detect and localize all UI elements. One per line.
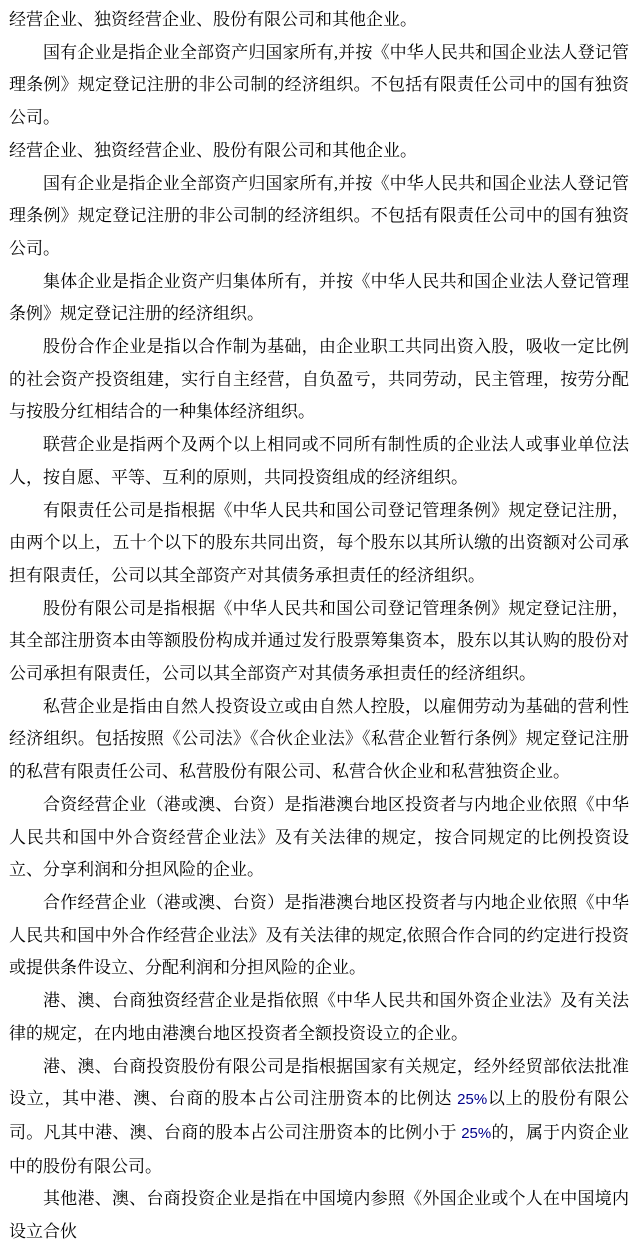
text-run: 的，属于内资企业中的股份有限公司。 <box>9 1122 630 1176</box>
text-run: 国有企业是指企业全部资产归国家所有,并按《中华人民共和国企业法人登记管理条例》规定登记注册的非公司制的经济组织。不包括有限责任公司中的国有独资公司。 <box>9 42 629 128</box>
text-run: 港、澳、台商投资股份有限公司是指根据国家有关规定，经外经贸部依法批准设立，其中港、澳、台商的股本占公司注册资本的比例达 <box>9 1056 629 1109</box>
paragraph-9 <box>9 593 629 691</box>
paragraph-14 <box>9 1051 629 1184</box>
text-run: 经营企业、独资经营企业、股份有限公司和其他企业。 <box>9 140 417 160</box>
paragraph-12 <box>9 887 629 985</box>
text-run: 股份合作企业是指以合作制为基础，由企业职工共同出资入股，吸收一定比例的社会资产投资组建，实行自主经营，自负盈亏，共同劳动，民主管理，按劳分配与按股分红相结合的一种集体经济组织。 <box>9 337 629 422</box>
paragraph-8 <box>9 495 629 593</box>
paragraph-1 <box>9 4 629 37</box>
paragraph-6 <box>9 331 629 429</box>
text-run: 股份有限公司是指根据《中华人民共和国公司登记管理条例》规定登记注册，其全部注册资本由等额股份构成并通过发行股票筹集资本，股东以其认购的股份对公司承担有限责任，公司以其全部资产对其债务承担责任的经济组织。 <box>9 598 629 684</box>
text-run: 合资经营企业（港或澳、台资）是指港澳台地区投资者与内地企业依照《中华人民共和国中外合资经营企业法》及有关法律的规定，按合同规定的比例投资设立、分享利润和分担风险的企业。 <box>9 794 629 880</box>
text-run: 私营企业是指由自然人投资设立或由自然人控股，以雇佣劳动为基础的营利性经济组织。包括按照《公司法》《合伙企业法》《私营企业暂行条例》规定登记注册的私营有限责任公司、私营股份有限公司、私营合伙企业和私营独资企业。 <box>9 696 629 782</box>
document-body <box>9 4 629 1249</box>
paragraph-3 <box>9 135 629 168</box>
text-run: 其他港、澳、台商投资企业是指在中国境内参照《外国企业或个人在中国境内设立合伙 <box>9 1189 629 1242</box>
paragraph-5 <box>9 266 629 331</box>
text-run: 国有企业是指企业全部资产归国家所有,并按《中华人民共和国企业法人登记管理条例》规定登记注册的非公司制的经济组织。不包括有限责任公司中的国有独资公司。 <box>9 173 629 258</box>
percent-value: 25% <box>461 1124 492 1142</box>
percent-value: 25% <box>457 1091 488 1109</box>
paragraph-10 <box>9 691 629 789</box>
text-run: 有限责任公司是指根据《中华人民共和国公司登记管理条例》规定登记注册，由两个以上，五十个以下的股东共同出资，每个股东以其所认缴的出资额对公司承担有限责任，公司以其全部资产对其债务承担责任的经济组织。 <box>9 500 629 585</box>
paragraph-13 <box>9 985 629 1050</box>
text-run: 合作经营企业（港或澳、台资）是指港澳台地区投资者与内地企业依照《中华人民共和国中外合作经营企业法》及有关法律的规定,依照合作合同的约定进行投资或提供条件设立、分配利润和分担风险的企业。 <box>9 892 629 978</box>
text-run: 联营企业是指两个及两个以上相同或不同所有制性质的企业法人或事业单位法人，按自愿、平等、互利的原则，共同投资组成的经济组织。 <box>9 435 629 487</box>
text-run: 港、澳、台商独资经营企业是指依照《中华人民共和国外资企业法》及有关法律的规定，在内地由港澳台地区投资者全额投资设立的企业。 <box>9 991 629 1043</box>
paragraph-2 <box>9 37 629 135</box>
text-run: 集体企业是指企业资产归集体所有，并按《中华人民共和国企业法人登记管理条例》规定登记注册的经济组织。 <box>9 271 629 324</box>
paragraph-4 <box>9 168 629 266</box>
text-run: 经营企业、独资经营企业、股份有限公司和其他企业。 <box>9 10 417 29</box>
paragraph-11 <box>9 789 629 887</box>
paragraph-7 <box>9 429 629 494</box>
paragraph-15 <box>9 1183 629 1248</box>
text-run: 以上的股份有限公司。凡其中港、澳、台商的股本占公司注册资本的比例小于 <box>9 1089 630 1142</box>
